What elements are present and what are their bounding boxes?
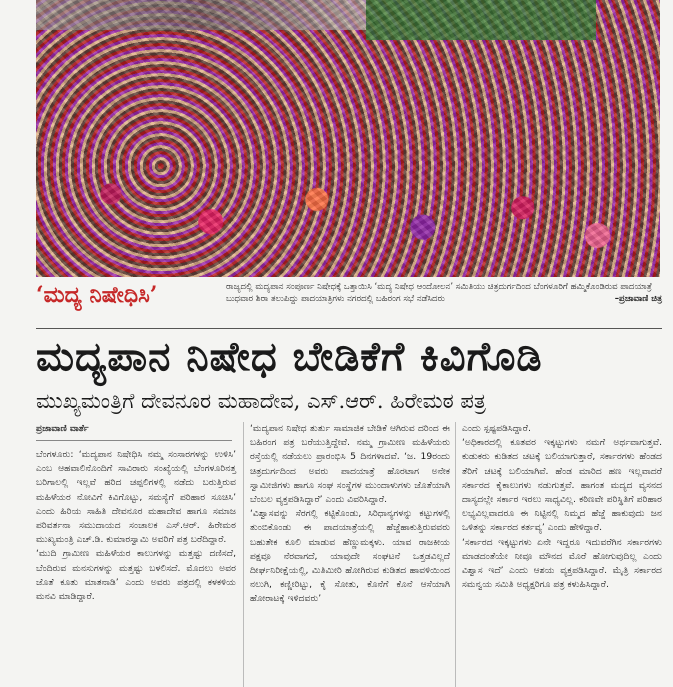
article-column-2 [250, 422, 450, 607]
photo-caption [226, 281, 662, 305]
news-photo-crowd [36, 0, 660, 277]
byline-rule [36, 440, 232, 441]
article-paragraph: ‘ಅಧಿಕಾರದಲ್ಲಿ ಕೂತವರ ಇಕ್ಕಟ್ಟುಗಳು ನಮಗೆ ಅರ್ಥವಾಗುತ್ತವೆ. ಕುಡುಕರು ಕುಡಿತದ ಚಟಕ್ಕೆ ಬಲಿಯಾಗುತ್ತಾರೆ, ಸರ್ಕಾರಗಳು ಹೆಂಡದ ತೆರಿಗೆ ಚಟಕ್ಕೆ ಬಲಿಯಾಗಿವೆ. ಹೆಂಡ ಮಾರಿದ ಹಣ ಇಲ್ಲವಾದರೆ ಸರ್ಕಾರದ ಕೈಕಾಲುಗಳು ನಡುಗುತ್ತವೆ. ಹಾಗಂತ ಮದ್ಯದ ವ್ಯಸನದ ದಾಸ್ಯದಲ್ಲೇ ಸರ್ಕಾರ ಇರಲು ಸಾಧ್ಯವಿಲ್ಲ. ಕಠಿಣವೇ ಪರಿಸ್ಥಿತಿಗೆ ಪರಿಹಾರ ಲಭ್ಯವಿಲ್ಲವಾದರೂ ಈ ನಿಟ್ಟಿನಲ್ಲಿ ನಿಮ್ಮದ ಹೆಜ್ಜೆ ಹಾಕುವುದು ಜನ ಒಳಿತನ್ನು ಸರ್ಕಾರದ ಕರ್ತವ್ಯ’ ಎಂದು ಹೇಳಿದ್ದಾರೆ. [462, 437, 662, 534]
article-paragraph: ‘ಮುದಿ ಗ್ರಾಮೀಣ ಮಹಿಳೆಯರ ಕಾಲುಗಳನ್ನು ಮತ್ತಷ್ಟು ದಣಿಸದೆ, ಬೆಂದಿರುವ ಮನಸುಗಳನ್ನು ಮತ್ತಷ್ಟು ಬಳಲಿಸದೆ. ಮೊದಲು ಅವರ ಜೊತೆ ಕೂತು ಮಾತನಾಡಿ’ ಎಂದು ಅವರು ಪತ್ರದಲ್ಲಿ ಕಳಕಳಿಯ ಮನವಿ ಮಾಡಿದ್ದಾರೆ. [36, 548, 236, 603]
article-paragraph: ‘ಮದ್ಯಪಾನ ನಿಷೇಧ ತುರ್ತು ಸಾಮಾಜಿಕ ಬೇಡಿಕೆ ಆಗಿರುವ ದರಿಂದ ಈ ಬಹಿರಂಗ ಪತ್ರ ಬರೆಯುತ್ತಿದ್ದೇವೆ. ನಮ್ಮ ಗ್ರಾಮೀಣ ಮಹಿಳೆಯರು ರಸ್ತೆಯಲ್ಲಿ ನಡೆಯಲು ಪ್ರಾರಂಭಿಸಿ 5 ದಿನಗಳಾದವೆ. ‘ಜ. 19ರಂದು ಚಿತ್ರದುರ್ಗದಿಂದ ಅವರು ಪಾದಯಾತ್ರೆ ಹೊರಟಾಗ ಅನೇಕ ಸ್ವಾಮೀಜಿಗಳು ಹಾಗೂ ಸಂಘ ಸಂಸ್ಥೆಗಳ ಮುಂದಾಳುಗಳು ಜೊತೆಯಾಗಿ ಬೆಂಬಲ ವ್ಯಕ್ತಪಡಿಸಿದ್ದಾರೆ’ ಎಂದು ವಿವರಿಸಿದ್ದಾರೆ. [250, 423, 450, 506]
photo-caption-text: ರಾಜ್ಯದಲ್ಲಿ ಮದ್ಯಪಾನ ಸಂಪೂರ್ಣ ನಿಷೇಧಕ್ಕೆ ಒತ್ತಾಯಿಸಿ ‘ಮದ್ಯ ನಿಷೇಧ ಆಂದೋಲನ’ ಸಮಿತಿಯು ಚಿತ್ರದುರ್ಗದಿಂದ ಬೆಂಗಳೂರಿಗೆ ಹಮ್ಮಿಕೊಂಡಿರುವ ಪಾದಯಾತ್ರೆ ಬುಧವಾರ ಶಿರಾ ತಲುಪಿದ್ದು ಪಾದಯಾತ್ರಿಗಳು ನಗರದಲ್ಲಿ ಬಹಿರಂಗ ಸಭೆ ನಡೆಸಿದರು [226, 282, 652, 304]
photo-credit: –ಪ್ರಜಾವಾಣಿ ಚಿತ್ರ [614, 294, 662, 304]
subheadline: ಮುಖ್ಯಮಂತ್ರಿಗೆ ದೇವನೂರ ಮಹಾದೇವ, ಎಸ್.ಆರ್. ಹಿರೇಮಠ ಪತ್ರ [36, 389, 486, 413]
article-paragraph: ಬೆಂಗಳೂರು: ‘ಮದ್ಯಪಾನ ನಿಷೇಧಿಸಿ ನಮ್ಮ ಸಂಸಾರಗಳನ್ನು ಉಳಿಸಿ’ ಎಂಬ ಆಹವಾಲಿನೊಂದಿಗೆ ಸಾವಿರಾರು ಸಂಖ್ಯೆಯಲ್ಲಿ ಬೆಂಗಳೂರಿನತ್ತ ಬರಿಗಾಲಲ್ಲಿ ಇಲ್ಲವೆ ಹರಿದ ಚಪ್ಪಲಿಗಳಲ್ಲಿ ನಡೆದು ಬರುತ್ತಿರುವ ಮಹಿಳೆಯರ ನೋವಿಗೆ ಕಿವಿಗೊಟ್ಟು, ಸಮಸ್ಯೆಗೆ ಪರಿಹಾರ ಸೂಚಿಸಿ’ ಎಂದು ಹಿರಿಯ ಸಾಹಿತಿ ದೇವನೂರ ಮಹಾದೇವ ಹಾಗೂ ಸಮಾಜ ಪರಿವರ್ತನಾ ಸಮುದಾಯದ ಸಂಚಾಲಕ ಎಸ್.ಆರ್. ಹಿರೇಮಠ ಮುಖ್ಯಮಂತ್ರಿ ಎಚ್.ಡಿ. ಕುಮಾರಸ್ವಾಮಿ ಅವರಿಗೆ ಪತ್ರ ಬರೆದಿದ್ದಾರೆ. [36, 449, 236, 546]
article-column-3 [462, 422, 662, 592]
column-divider-2 [455, 422, 456, 687]
article-paragraph: ಎಂದು ಸ್ಪಷ್ಟಪಡಿಸಿದ್ದಾರೆ. [462, 423, 531, 434]
column-divider-1 [243, 422, 244, 687]
article-paragraph: ‘ಸರ್ಕಾರದ ಇಕ್ಕಟ್ಟುಗಳು ಏನೇ ಇದ್ದರೂ ಇದುವರೆಗಿನ ಸರ್ಕಾರಗಳು ಮಾಡದಂತೆಯೇ ನೀವೂ ಮೌನದ ಮೊರೆ ಹೋಗುವುದಿಲ್ಲ ಎಂದು ವಿಶ್ವಾಸ ಇದೆ’ ಎಂದು ಆಶಯ ವ್ಯಕ್ತಪಡಿಸಿದ್ದಾರೆ. ಮೈತ್ರಿ ಸರ್ಕಾರದ ಸಮನ್ವಯ ಸಮಿತಿ ಅಧ್ಯಕ್ಷರಿಗೂ ಪತ್ರ ಕಳುಹಿಸಿದ್ದಾರೆ. [462, 536, 662, 591]
byline: ಪ್ರಜಾವಾಣಿ ವಾರ್ತೆ [36, 424, 89, 434]
article-paragraph: ‘ವಿಶ್ವಾಸವನ್ನು ಸೆರಗಲ್ಲಿ ಕಟ್ಟಿಕೊಂಡು, ಸಿರಿಧಾನ್ಯಗಳನ್ನು ಕಟ್ಟುಗಳಲ್ಲಿ ತುಂಬಿಕೊಂಡು ಈ ಪಾದಯಾತ್ರೆಯಲ್ಲಿ ಹೆಜ್ಜೆಹಾಕುತ್ತಿರುವವರು ಬಹುತೇಕ ಕೂಲಿ ಮಾಡುವ ಹೆಣ್ಣುಮಕ್ಕಳು. ಯಾವ ರಾಜಕೀಯ ಪಕ್ಷವೂ ನೆರವಾಗದೆ, ಯಾವುದೇ ಸಂಘಟನೆ ಒತ್ತಡವಿಲ್ಲದೆ ದೀರ್ಘನಿರೀಕ್ಷೆಯಲ್ಲಿ, ಮಿತಿಮೀರಿ ಹೋಗಿರುವ ಕುಡಿತದ ಹಾವಳಿಯಿಂದ ನಲುಗಿ, ಕಣ್ಣೀರಿಟ್ಟು, ಕೈ ಸೋತು, ಕೊನೆಗೆ ಕೊನೆ ಆಸೆಯಾಗಿ ಹೋರಾಟಕ್ಕೆ ಇಳಿದವರು’ [250, 508, 450, 605]
article-column-1 [36, 448, 236, 604]
photo-crowd-texture [36, 0, 660, 277]
headline: ಮದ್ಯಪಾನ ನಿಷೇಧ ಬೇಡಿಕೆಗೆ ಕಿವಿಗೊಡಿ [36, 333, 543, 380]
kicker-title: ‘ಮದ್ಯ ನಿಷೇಧಿಸಿ’ [36, 282, 158, 308]
divider-top [36, 328, 662, 329]
